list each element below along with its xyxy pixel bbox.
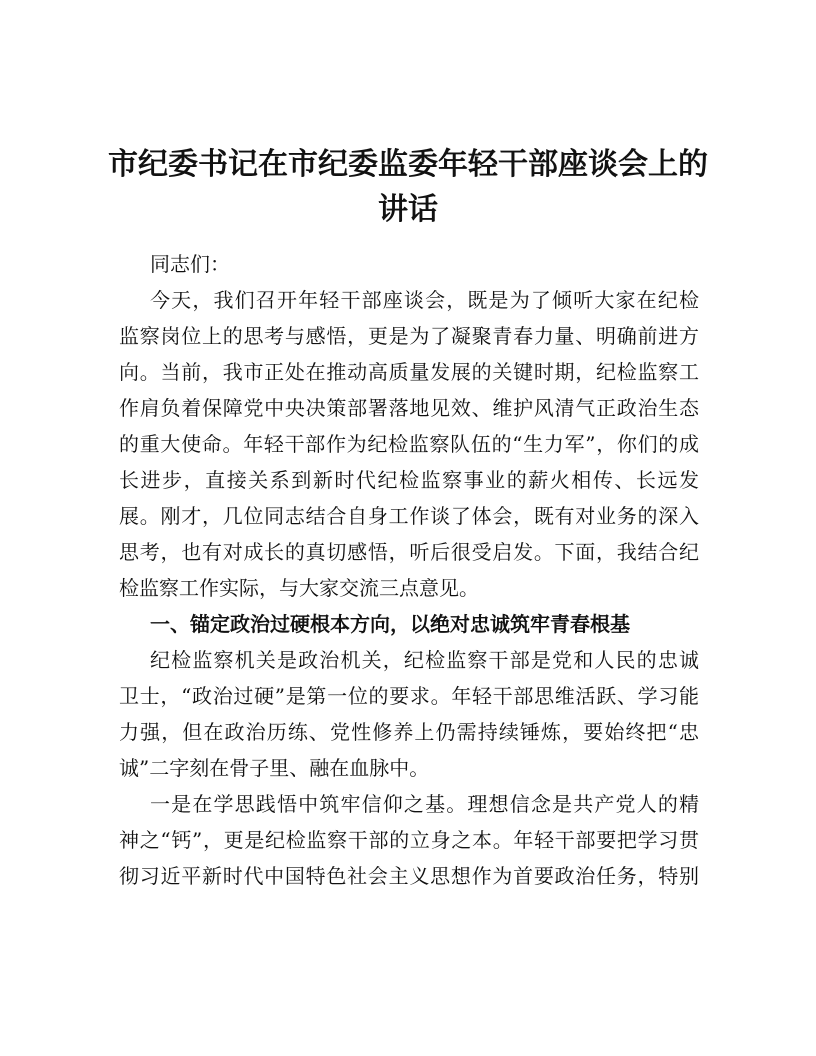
paragraph-1-line: 向。当前，我市正处在推动高质量发展的关键时期，纪检监察工 [119,360,699,384]
paragraph-3-line: 彻习近平新时代中国特色社会主义思想作为首要政治任务，特别 [119,864,699,888]
paragraph-2-line: 纪检监察机关是政治机关，纪检监察干部是党和人民的忠诚 [150,648,699,672]
paragraph-1-line: 长进步，直接关系到新时代纪检监察事业的薪火相传、长远发 [119,468,699,492]
paragraph-1-line: 的重大使命。年轻干部作为纪检监察队伍的“生力军”，你们的成 [119,432,699,456]
paragraph-1-line: 监察岗位上的思考与感悟，更是为了凝聚青春力量、明确前进方 [119,324,699,348]
paragraph-1-line: 思考，也有对成长的真切感悟，听后很受启发。下面，我结合纪 [119,540,699,564]
paragraph-1-line: 展。刚才，几位同志结合自身工作谈了体会，既有对业务的深入 [119,504,699,528]
section-heading-1: 一、锚定政治过硬根本方向，以绝对忠诚筑牢青春根基 [150,612,630,636]
salutation: 同志们： [150,252,230,276]
paragraph-1-line: 作肩负着保障党中央决策部署落地见效、维护风清气正政治生态 [119,396,699,420]
paragraph-2-line: 卫士，“政治过硬”是第一位的要求。年轻干部思维活跃、学习能 [119,684,699,708]
paragraph-2-line: 诚”二字刻在骨子里、融在血脉中。 [119,756,430,780]
paragraph-2-line: 力强，但在政治历练、党性修养上仍需持续锤炼，要始终把“忠 [119,720,699,744]
paragraph-3-line: 神之“钙”，更是纪检监察干部的立身之本。年轻干部要把学习贯 [119,828,699,852]
document-title-line-2: 讲话 [378,192,438,227]
paragraph-1-line: 检监察工作实际，与大家交流三点意见。 [119,576,479,600]
paragraph-3-line: 一是在学思践悟中筑牢信仰之基。理想信念是共产党人的精 [150,792,699,816]
document-title-line-1: 市纪委书记在市纪委监委年轻干部座谈会上的 [108,147,708,182]
paragraph-1-line: 今天，我们召开年轻干部座谈会，既是为了倾听大家在纪检 [150,288,699,312]
